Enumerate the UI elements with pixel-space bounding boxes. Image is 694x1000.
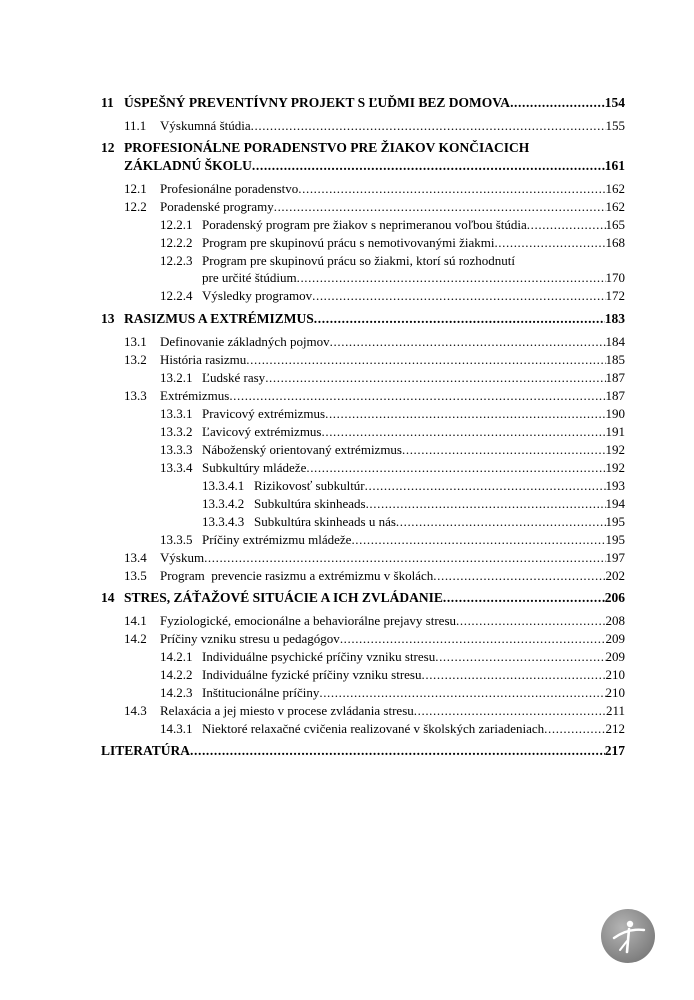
toc-page-number: 192 xyxy=(605,442,625,457)
toc-title: Niektoré relaxačné cvičenia realizované v školských zariadeniach xyxy=(202,721,545,736)
dot-leader xyxy=(544,720,605,737)
dot-leader xyxy=(312,287,605,304)
dot-leader xyxy=(190,742,605,759)
toc-title: RASIZMUS A EXTRÉMIZMUS xyxy=(124,311,314,326)
toc-title: LITERATÚRA xyxy=(101,743,191,758)
toc-title-line1: Program pre skupinovú prácu so žiakmi, ktorí sú rozhodnutí xyxy=(202,253,516,268)
toc-number: 12 xyxy=(101,140,115,155)
toc-page-number: 208 xyxy=(605,613,625,628)
toc-title: Extrémizmus xyxy=(160,388,230,403)
toc-title: STRES, ZÁŤAŽOVÉ SITUÁCIE A ICH ZVLÁDANIE xyxy=(124,590,443,605)
toc-number: 13.4 xyxy=(124,550,147,565)
toc-page-number: 187 xyxy=(605,370,625,385)
toc-number: 13.3.5 xyxy=(160,532,193,547)
toc-title: Príčiny extrémizmu mládeže xyxy=(202,532,352,547)
dot-leader xyxy=(265,369,605,386)
toc-number: 13.2 xyxy=(124,352,147,367)
toc-page-number: 209 xyxy=(605,631,625,646)
toc-title: Relaxácia a jej miesto v procese zvládania stresu xyxy=(160,703,414,718)
toc-title: Profesionálne poradenstvo xyxy=(160,181,299,196)
toc-title: pre určité štúdium xyxy=(202,270,297,285)
dot-leader xyxy=(494,234,605,251)
toc-number: 13 xyxy=(101,311,115,326)
toc-title: Ľavicový extrémizmus xyxy=(202,424,322,439)
dot-leader xyxy=(252,157,605,174)
dot-leader xyxy=(274,198,606,215)
toc-number: 13.3.4.1 xyxy=(202,478,245,493)
toc-title: ZÁKLADNÚ ŠKOLU xyxy=(124,158,252,173)
toc-number: 13.3.4.2 xyxy=(202,496,245,511)
toc-page-number: 212 xyxy=(605,721,625,736)
toc-number: 13.2.1 xyxy=(160,370,193,385)
dot-leader xyxy=(340,630,606,647)
toc-title: Inštitucionálne príčiny xyxy=(202,685,320,700)
toc-number: 14.3.1 xyxy=(160,721,193,736)
toc-page-number: 209 xyxy=(605,649,625,664)
dot-leader xyxy=(204,549,605,566)
dot-leader xyxy=(298,180,605,197)
toc-number: 12.2.2 xyxy=(160,235,193,250)
toc-page-number: 210 xyxy=(605,667,625,682)
dot-leader xyxy=(443,589,605,606)
toc-number: 14.2 xyxy=(124,631,147,646)
toc-page-number: 165 xyxy=(605,217,625,232)
dot-leader xyxy=(314,310,605,327)
toc-page-number: 197 xyxy=(605,550,625,565)
dot-leader xyxy=(251,117,606,134)
toc-title: ÚSPEŠNÝ PREVENTÍVNY PROJEKT S ĽUĎMI BEZ DOMOVA xyxy=(124,95,511,110)
toc-page-number: 161 xyxy=(604,158,625,173)
toc-page-number: 191 xyxy=(605,424,625,439)
toc-page-number: 210 xyxy=(605,685,625,700)
toc-number: 14.2.2 xyxy=(160,667,193,682)
toc-page-number: 170 xyxy=(605,270,625,285)
dot-leader xyxy=(297,269,606,286)
toc-number: 14.3 xyxy=(124,703,147,718)
toc-page-number: 190 xyxy=(605,406,625,421)
toc-number: 12.2 xyxy=(124,199,147,214)
dot-leader xyxy=(402,441,606,458)
toc-title: Výskumná štúdia xyxy=(160,118,251,133)
toc-title: Príčiny vzniku stresu u pedagógov xyxy=(160,631,340,646)
toc-page-number: 168 xyxy=(605,235,625,250)
publisher-logo-icon xyxy=(600,908,656,964)
toc-title: Náboženský orientovaný extrémizmus xyxy=(202,442,402,457)
toc-title: Ľudské rasy xyxy=(202,370,266,385)
toc-number: 13.3.2 xyxy=(160,424,193,439)
toc-number: 13.3.4 xyxy=(160,460,193,475)
toc-title-line1: PROFESIONÁLNE PORADENSTVO PRE ŽIAKOV KONČIACICH xyxy=(124,140,530,155)
toc-title: Fyziologické, emocionálne a behaviorálne prejavy stresu xyxy=(160,613,457,628)
dot-leader xyxy=(306,459,605,476)
dot-leader xyxy=(322,423,606,440)
toc-title: Subkultúry mládeže xyxy=(202,460,307,475)
toc-page-number: 162 xyxy=(605,181,625,196)
dot-leader xyxy=(325,405,605,422)
toc-title: Poradenský program pre žiakov s neprimeranou voľbou štúdia xyxy=(202,217,527,232)
toc-number: 13.3 xyxy=(124,388,147,403)
dot-leader xyxy=(330,333,606,350)
toc-title: Rizikovosť subkultúr xyxy=(254,478,365,493)
toc-title: História rasizmu xyxy=(160,352,247,367)
toc-number: 14.2.3 xyxy=(160,685,193,700)
toc-number: 13.5 xyxy=(124,568,147,583)
toc-page-number: 184 xyxy=(605,334,625,349)
toc-page-number: 195 xyxy=(605,514,625,529)
toc-page-number: 187 xyxy=(605,388,625,403)
toc-title: Subkultúra skinheads xyxy=(254,496,366,511)
dot-leader xyxy=(527,216,606,233)
toc-page-number: 193 xyxy=(605,478,625,493)
toc-page-number: 217 xyxy=(604,743,625,758)
toc-page-number: 211 xyxy=(605,703,625,718)
toc-page-number: 192 xyxy=(605,460,625,475)
toc-page-number: 172 xyxy=(605,288,625,303)
dot-leader xyxy=(422,666,606,683)
toc-page-number: 194 xyxy=(605,496,625,511)
dot-leader xyxy=(510,94,605,111)
toc-number: 12.2.1 xyxy=(160,217,193,232)
dot-leader xyxy=(351,531,605,548)
dot-leader xyxy=(435,648,605,665)
toc-number: 12.1 xyxy=(124,181,147,196)
toc-page-number: 202 xyxy=(605,568,625,583)
dot-leader xyxy=(246,351,605,368)
dot-leader xyxy=(366,495,606,512)
toc-title: Individuálne psychické príčiny vzniku stresu xyxy=(202,649,436,664)
toc-title: Poradenské programy xyxy=(160,199,274,214)
toc-title: Program prevencie rasizmu a extrémizmu v školách xyxy=(160,568,434,583)
toc-title: Pravicový extrémizmus xyxy=(202,406,326,421)
toc-number: 11 xyxy=(101,95,114,110)
toc-page-number: 162 xyxy=(605,199,625,214)
toc-number: 11.1 xyxy=(124,118,147,133)
dot-leader xyxy=(433,567,605,584)
toc-page-number: 155 xyxy=(605,118,625,133)
toc-title: Výsledky programov xyxy=(202,288,313,303)
toc-number: 12.2.3 xyxy=(160,253,193,268)
toc-title: Definovanie základných pojmov xyxy=(160,334,330,349)
toc-number: 12.2.4 xyxy=(160,288,193,303)
toc-title: Subkultúra skinheads u nás xyxy=(254,514,396,529)
toc-page-number: 206 xyxy=(604,590,625,605)
toc-title: Výskum xyxy=(160,550,205,565)
toc-number: 14.2.1 xyxy=(160,649,193,664)
toc-number: 14 xyxy=(101,590,115,605)
toc-title: Individuálne fyzické príčiny vzniku stresu xyxy=(202,667,422,682)
toc-page-number: 154 xyxy=(604,95,625,110)
toc-page-number: 183 xyxy=(604,311,625,326)
dot-leader xyxy=(396,513,606,530)
toc-number: 13.3.4.3 xyxy=(202,514,245,529)
toc-number: 13.1 xyxy=(124,334,147,349)
toc-number: 13.3.1 xyxy=(160,406,193,421)
dot-leader xyxy=(414,702,606,719)
dot-leader xyxy=(319,684,605,701)
toc-page-number: 195 xyxy=(605,532,625,547)
dot-leader xyxy=(365,477,606,494)
toc-title: Program pre skupinovú prácu s nemotivovanými žiakmi xyxy=(202,235,495,250)
dot-leader xyxy=(456,612,605,629)
dot-leader xyxy=(229,387,605,404)
toc-page-number: 185 xyxy=(605,352,625,367)
toc-number: 14.1 xyxy=(124,613,147,628)
toc-number: 13.3.3 xyxy=(160,442,193,457)
